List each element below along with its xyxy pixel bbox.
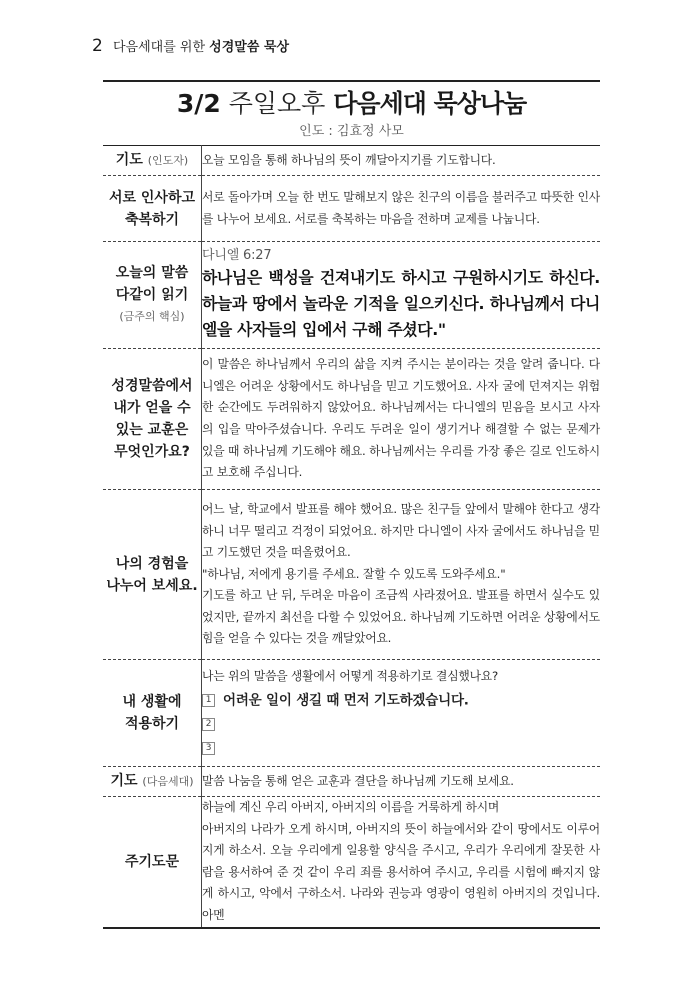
experience-text-1: 어느 날, 학교에서 발표를 해야 했어요. 많은 친구들 앞에서 말해야 한다고 생각하니 너무 떨리고 걱정이 되었어요. 하지만 다니엘이 사자 굴에서도 하나님을 믿고 기도했던 것을 떠올렸어요. bbox=[202, 501, 600, 560]
label-lesson bbox=[103, 349, 202, 490]
label-greeting-line2: 축복하기 bbox=[124, 211, 180, 228]
label-apply-line1: 내 생활에 bbox=[122, 694, 182, 710]
row-apply bbox=[103, 660, 600, 767]
number-box: 1 bbox=[202, 694, 215, 707]
apply-item bbox=[202, 736, 600, 760]
row-word bbox=[103, 242, 600, 349]
label-experience-line2: 나누어 보세요. bbox=[106, 577, 198, 594]
label-lesson-line3: 있는 교훈은 bbox=[115, 422, 189, 438]
top-rule bbox=[103, 80, 600, 82]
apply-item bbox=[202, 688, 600, 712]
word-cell bbox=[202, 242, 601, 349]
label-lords-prayer: 주기도문 bbox=[103, 797, 202, 928]
experience-quote: "하나님, 저에게 용기를 주세요. 잘할 수 있도록 도와주세요." bbox=[202, 566, 506, 581]
number-box: 2 bbox=[202, 718, 215, 731]
row-prayer bbox=[103, 146, 600, 176]
apply-cell bbox=[202, 660, 601, 767]
meditation-table bbox=[103, 145, 600, 929]
label-experience bbox=[103, 490, 202, 660]
lords-prayer-line1: 하늘에 계신 우리 아버지, 아버지의 이름을 거룩하게 하시며 bbox=[202, 800, 500, 814]
row-lords-prayer bbox=[103, 797, 600, 928]
row-experience bbox=[103, 490, 600, 660]
running-header bbox=[92, 36, 289, 56]
header-prefix: 다음세대를 위한 bbox=[112, 40, 206, 55]
label-lesson-line1: 성경말씀에서 bbox=[111, 378, 193, 394]
prayer-text: 오늘 모임을 통해 하나님의 뜻이 깨달아지기를 기도합니다. bbox=[202, 146, 601, 176]
header-title: 성경말씀 묵상 bbox=[209, 40, 290, 55]
row-prayer-next bbox=[103, 767, 600, 797]
label-experience-line1: 나의 경험을 bbox=[115, 555, 189, 572]
experience-cell bbox=[202, 490, 601, 660]
label-greeting-line1: 서로 인사하고 bbox=[108, 189, 196, 206]
label-lesson-line4: 무엇인가요? bbox=[114, 444, 190, 460]
label-apply-line2: 적용하기 bbox=[124, 716, 180, 732]
lords-prayer-cell bbox=[202, 797, 601, 928]
scripture-reference: 다니엘 6:27 bbox=[202, 248, 272, 263]
scripture-verse: 하나님은 백성을 건져내기도 하시고 구원하시기도 하신다. 하늘과 땅에서 놀라운 기적을 일으키신다. 하나님께서 다니엘을 사자들의 입에서 구해 주셨다." bbox=[202, 268, 600, 339]
apply-question: 나는 위의 말씀을 생활에서 어떻게 적용하기로 결심했나요? bbox=[202, 669, 499, 684]
label-prayer-note: (인도자) bbox=[147, 154, 189, 167]
lesson-text: 이 말씀은 하나님께서 우리의 삶을 지켜 주시는 분이라는 것을 알려 줍니다. 다니엘은 어려운 상황에서도 하나님을 믿고 기도했어요. 사자 굴에 던져지는 위험한 순간에도 두려워하지 않았어요. 하나님께서는 다니엘의 믿음을 보시고 사자의 입을 막아주셨습니다. 우리도 두려운 일이 생기거나 해결할 수 없는 문제가 있을 때 하나님께 기도해야 해요. 하나님께서는 우리를 가장 좋은 길로 인도하시고 보호해 주십니다. bbox=[202, 349, 601, 490]
page-title bbox=[103, 84, 600, 120]
apply-item bbox=[202, 712, 600, 736]
label-prayer-next-text: 기도 bbox=[110, 773, 138, 789]
label-word bbox=[103, 242, 202, 349]
number-box: 3 bbox=[202, 742, 215, 755]
label-apply bbox=[103, 660, 202, 767]
apply-answer-1[interactable]: 어려운 일이 생길 때 먼저 기도하겠습니다. bbox=[223, 692, 469, 709]
prayer-next-text: 말씀 나눔을 통해 얻은 교훈과 결단을 하나님께 기도해 보세요. bbox=[202, 767, 601, 797]
title-main: 다음세대 묵상나눔 bbox=[333, 89, 527, 118]
label-word-line1: 오늘의 말씀 bbox=[115, 265, 189, 281]
title-date: 3/2 bbox=[176, 89, 221, 118]
label-prayer-next bbox=[103, 767, 202, 797]
row-greeting bbox=[103, 176, 600, 242]
label-word-note: (금주의 핵심) bbox=[119, 310, 185, 323]
label-prayer bbox=[103, 146, 202, 176]
row-lesson bbox=[103, 349, 600, 490]
label-word-line2: 다같이 읽기 bbox=[115, 287, 189, 303]
label-lesson-line2: 내가 얻을 수 bbox=[113, 400, 191, 416]
label-prayer-next-note: (다음세대) bbox=[142, 775, 194, 788]
label-greeting bbox=[103, 176, 202, 242]
experience-text-2: 기도를 하고 난 뒤, 두려운 마음이 조금씩 사라졌어요. 발표를 하면서 실수도 있었지만, 끝까지 최선을 다할 수 있었어요. 하나님께 기도하면 어려운 상황에서도 힘을 얻을 수 있다는 것을 깨달았어요. bbox=[202, 588, 600, 646]
title-service: 주일오후 bbox=[228, 89, 326, 118]
lords-prayer-text: 아버지의 나라가 오게 하시며, 아버지의 뜻이 하늘에서와 같이 땅에서도 이루어지게 하소서. 오늘 우리에게 일용할 양식을 주시고, 우리가 우리에게 잘못한 사람을 용서하여 준 것 같이 우리 죄를 용서하여 주시고, 우리를 시험에 빠지지 않게 하시고, 악에서 구하소서. 나라와 권능과 영광이 영원히 아버지의 것입니다. 아멘 bbox=[202, 821, 600, 922]
greeting-text: 서로 돌아가며 오늘 한 번도 말해보지 않은 친구의 이름을 불러주고 따뜻한 인사를 나누어 보세요. 서로를 축복하는 마음을 전하며 교제를 나눕니다. bbox=[202, 176, 601, 242]
label-prayer-text: 기도 bbox=[115, 152, 143, 168]
leader-line: 인도 : 김효정 사모 bbox=[299, 124, 404, 139]
page-number: 2 bbox=[92, 36, 103, 56]
